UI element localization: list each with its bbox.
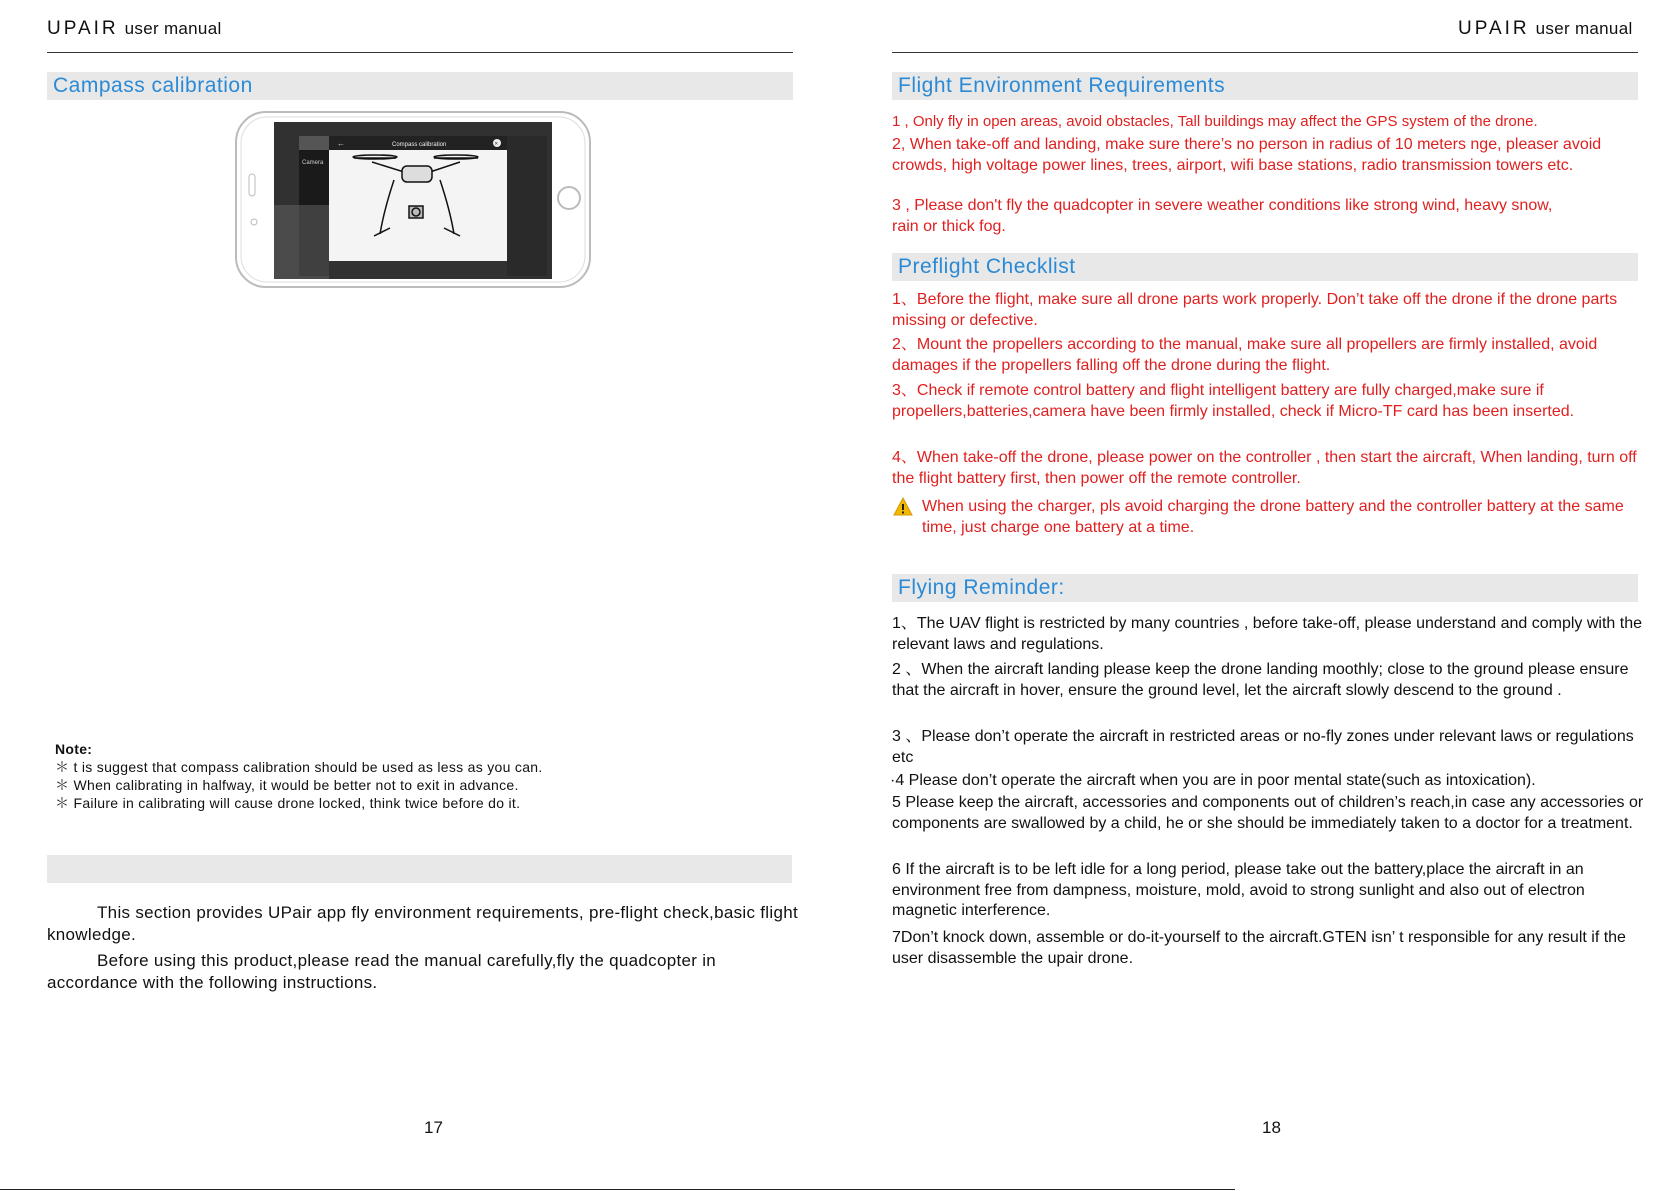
- section-title: Campass calibration: [53, 74, 253, 97]
- section-band-preflight: [892, 253, 1638, 281]
- section-title: Flying Reminder:: [898, 576, 1065, 599]
- section-title: Preflight Checklist: [898, 255, 1076, 278]
- header-rule: [47, 52, 793, 53]
- page-header: [1458, 18, 1633, 40]
- brand-name: UPAIR: [47, 18, 119, 39]
- section-band-reminder: [892, 574, 1638, 602]
- section-title: Flight Environment Requirements: [898, 74, 1226, 97]
- section-band-flight-env: [892, 72, 1638, 100]
- checklist-item: 3、Check if remote control battery and flight intelligent battery are fully charged,make sure if propellers,batteries,camera have been firmly installed, check if Micro-TF card has been inserted.: [892, 382, 1575, 420]
- warning-text: When using the charger, pls avoid charging the drone battery and the controller battery at the same time, just charge one battery at a time.: [922, 498, 1624, 536]
- section-band-calibration: [47, 72, 793, 100]
- checklist-item: 4、When take-off the drone, please power on the controller , then start the aircraft, When landing, turn off the flight battery first, then power off the remote controller.: [892, 449, 1637, 487]
- note-title: Note:: [55, 741, 93, 757]
- reminder-item: 2 、When the aircraft landing please keep the drone landing moothly; close to the ground please ensure that the aircraft in hover, ensure the ground level, let the aircraft slowly descend to the ground .: [892, 661, 1629, 699]
- page-header: [47, 18, 222, 40]
- reminder-item: 5 Please keep the aircraft, accessories and components out of children’s reach,in case any accessories or components are swallowed by a child, he or she should be immediately taken to a doctor for a treatment.: [892, 794, 1644, 832]
- section-band-empty: [47, 855, 792, 883]
- page-number: 17: [424, 1118, 443, 1137]
- warning-icon: [893, 497, 913, 517]
- menu-item-camera: Camera: [302, 160, 324, 166]
- env-item: 2, When take-off and landing, make sure there’s no person in radius of 10 meters nge, pleaser avoid crowds, high voltage power lines, trees, airport, wifi base stations, radio transmission towers etc.: [892, 136, 1602, 174]
- bottom-rule: [0, 1189, 1235, 1190]
- env-item: 1 , Only fly in open areas, avoid obstacles, Tall buildings may affect the GPS system of the drone.: [892, 113, 1538, 130]
- intro-paragraph: Before using this product,please read the manual carefully,fly the quadcopter in accordance with the following instructions.: [47, 951, 717, 992]
- reminder-item: ·4 Please don’t operate the aircraft when you are in poor mental state(such as intoxication).: [890, 772, 1536, 789]
- reminder-item: 3 、Please don’t operate the aircraft in restricted areas or no-fly zones under relevant laws or regulations etc: [892, 728, 1634, 766]
- note-item: ＊ t is suggest that compass calibration should be used as less as you can.: [55, 759, 543, 775]
- reminder-item: 1、The UAV flight is restricted by many countries , before take-off, please understand and comply with the relevant laws and regulations.: [892, 615, 1643, 653]
- intro-paragraph: This section provides UPair app fly environment requirements, pre-flight check,basic flight knowledge.: [47, 903, 798, 944]
- svg-text:×: ×: [494, 141, 499, 148]
- back-arrow-icon: ←: [337, 139, 345, 148]
- reminder-item: 6 If the aircraft is to be left idle for a long period, please take out the battery,place the aircraft in an environment free from dampness, moisture, mold, avoid to strong sunlight and also out of electron magnetic interference.: [892, 861, 1585, 919]
- note-block: [55, 740, 543, 812]
- header-suffix: user manual: [1535, 19, 1633, 38]
- brand-name: UPAIR: [1458, 18, 1530, 39]
- screen-title: Compass calibration: [392, 142, 447, 148]
- checklist-item: 1、Before the flight, make sure all drone parts work properly. Don’t take off the drone if the drone parts missing or defective.: [892, 291, 1618, 329]
- right-page: [840, 0, 1679, 1191]
- note-item: ＊ When calibrating in halfway, it would be better not to exit in advance.: [55, 777, 519, 793]
- page-number: 18: [1262, 1118, 1281, 1137]
- header-suffix: user manual: [124, 19, 222, 38]
- reminder-item: 7Don’t knock down, assemble or do-it-yourself to the aircraft.GTEN isn’ t responsible for any result if the user disassemble the upair drone.: [892, 929, 1626, 967]
- checklist-item: 2、Mount the propellers according to the manual, make sure all propellers are firmly installed, avoid damages if the propellers falling off the drone during the flight.: [892, 336, 1598, 374]
- header-rule: [892, 52, 1638, 53]
- note-item: ＊ Failure in calibrating will cause drone locked, think twice before do it.: [55, 795, 521, 811]
- phone-illustration: [234, 110, 594, 290]
- env-item: 3 , Please don't fly the quadcopter in severe weather conditions like strong wind, heavy snow, rain or thick fog.: [892, 197, 1553, 235]
